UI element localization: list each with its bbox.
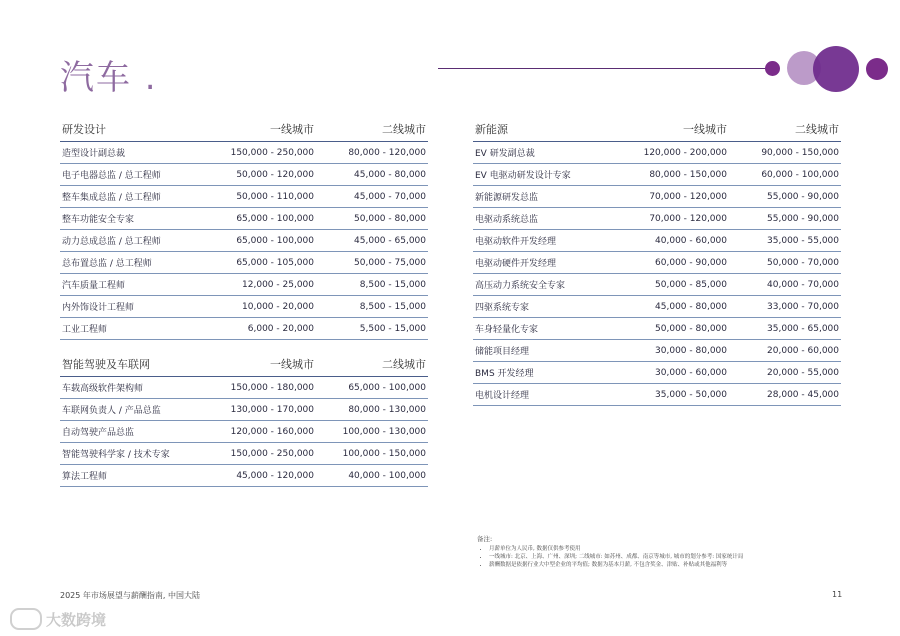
salary-tier2: 45,000 - 70,000	[354, 191, 426, 202]
job-title: 车载高级软件架构师	[62, 384, 144, 394]
job-title: EV 研发副总裁	[475, 149, 535, 159]
title-divider	[438, 68, 778, 69]
salary-tier2: 55,000 - 90,000	[767, 213, 839, 224]
salary-tier2: 40,000 - 100,000	[348, 470, 426, 481]
salary-tier1: 65,000 - 100,000	[236, 235, 314, 246]
job-title: 整车集成总监 / 总工程师	[62, 193, 161, 203]
table-row	[60, 443, 428, 465]
salary-tier2: 80,000 - 130,000	[348, 404, 426, 415]
job-title: 汽车质量工程师	[62, 281, 126, 291]
job-title: 车身轻量化专家	[475, 325, 539, 335]
salary-tier1: 12,000 - 25,000	[242, 279, 314, 290]
salary-tier1: 45,000 - 80,000	[655, 301, 727, 312]
header-tier1: 一线城市	[270, 358, 314, 371]
job-title: 新能源研发总监	[475, 193, 539, 203]
salary-tier1: 6,000 - 20,000	[247, 323, 314, 334]
table-header	[473, 117, 841, 142]
salary-tier1: 65,000 - 105,000	[236, 257, 314, 268]
salary-tier1: 70,000 - 120,000	[649, 213, 727, 224]
table-rd-design	[60, 117, 428, 340]
salary-tier1: 150,000 - 250,000	[230, 448, 314, 459]
salary-tier2: 40,000 - 70,000	[767, 279, 839, 290]
notes-list	[477, 546, 847, 569]
salary-tier1: 120,000 - 200,000	[643, 147, 727, 158]
salary-tier2: 100,000 - 130,000	[342, 426, 426, 437]
salary-tier2: 55,000 - 90,000	[767, 191, 839, 202]
salary-tier1: 150,000 - 250,000	[230, 147, 314, 158]
note-item: • 一线城市: 北京、上海、广州、深圳; 二线城市: 如苏州、成都、南京等城市, 城市的划分参考: 国家统计局	[489, 554, 847, 561]
table-row	[60, 296, 428, 318]
header-tier2: 二线城市	[382, 123, 426, 136]
job-title: 电驱动系统总监	[475, 215, 539, 225]
job-title: 智能驾驶科学家 / 技术专家	[62, 450, 170, 460]
table-header	[60, 117, 428, 142]
salary-tier1: 50,000 - 85,000	[655, 279, 727, 290]
table-row	[60, 377, 428, 399]
job-title: 电子电器总监 / 总工程师	[62, 171, 161, 181]
salary-tier2: 50,000 - 70,000	[767, 257, 839, 268]
salary-tier2: 45,000 - 65,000	[354, 235, 426, 246]
table-row	[473, 252, 841, 274]
job-title: 造型设计副总裁	[62, 149, 126, 159]
job-title: 储能项目经理	[475, 347, 530, 357]
salary-tier2: 20,000 - 55,000	[767, 367, 839, 378]
table-row	[473, 186, 841, 208]
salary-tier2: 90,000 - 150,000	[761, 147, 839, 158]
salary-tier1: 60,000 - 90,000	[655, 257, 727, 268]
salary-tier2: 28,000 - 45,000	[767, 389, 839, 400]
notes	[477, 534, 847, 570]
table-row	[60, 252, 428, 274]
salary-tier1: 65,000 - 100,000	[236, 213, 314, 224]
table-row	[60, 230, 428, 252]
table-row	[473, 142, 841, 164]
salary-tier2: 65,000 - 100,000	[348, 382, 426, 393]
salary-tier2: 35,000 - 55,000	[767, 235, 839, 246]
job-title: 电驱动硬件开发经理	[475, 259, 557, 269]
table-row	[60, 465, 428, 487]
salary-tier1: 80,000 - 150,000	[649, 169, 727, 180]
watermark-text: 大数跨境	[46, 610, 107, 629]
salary-tier2: 35,000 - 65,000	[767, 323, 839, 334]
salary-tier2: 45,000 - 80,000	[354, 169, 426, 180]
salary-tier1: 50,000 - 120,000	[236, 169, 314, 180]
job-title: 整车功能安全专家	[62, 215, 135, 225]
table-row	[60, 318, 428, 340]
header-tier1: 一线城市	[270, 123, 314, 136]
salary-tier1: 50,000 - 80,000	[655, 323, 727, 334]
table-smart-driving	[60, 352, 428, 487]
decor-circle-small	[765, 61, 780, 76]
table-new-energy	[473, 117, 841, 406]
job-title: 动力总成总监 / 总工程师	[62, 237, 161, 247]
salary-tier1: 35,000 - 50,000	[655, 389, 727, 400]
job-title: 高压动力系统安全专家	[475, 281, 566, 291]
header-category: 智能驾驶及车联网	[62, 358, 150, 371]
job-title: EV 电驱动研发设计专家	[475, 171, 571, 181]
header-tier2: 二线城市	[382, 358, 426, 371]
table-row	[60, 274, 428, 296]
table-row	[473, 296, 841, 318]
header-tier1: 一线城市	[683, 123, 727, 136]
table-row	[60, 399, 428, 421]
salary-tier1: 10,000 - 20,000	[242, 301, 314, 312]
watermark	[10, 608, 106, 630]
salary-tier2: 80,000 - 120,000	[348, 147, 426, 158]
table-row	[473, 384, 841, 406]
salary-tier2: 50,000 - 75,000	[354, 257, 426, 268]
salary-tier1: 45,000 - 120,000	[236, 470, 314, 481]
salary-tier1: 70,000 - 120,000	[649, 191, 727, 202]
table-row	[473, 230, 841, 252]
table-header	[60, 352, 428, 377]
page-number: 11	[832, 590, 843, 599]
table-row	[473, 340, 841, 362]
notes-title: 备注:	[477, 535, 493, 543]
salary-tier1: 50,000 - 110,000	[236, 191, 314, 202]
table-row	[473, 318, 841, 340]
salary-tier1: 130,000 - 170,000	[230, 404, 314, 415]
salary-tier2: 60,000 - 100,000	[761, 169, 839, 180]
salary-tier1: 150,000 - 180,000	[230, 382, 314, 393]
table-row	[60, 208, 428, 230]
footer-report-title: 2025 年市场展望与薪酬指南, 中国大陆	[60, 591, 200, 600]
table-row	[60, 186, 428, 208]
job-title: 工业工程师	[62, 325, 108, 335]
watermark-logo-icon	[10, 608, 42, 630]
table-row	[473, 362, 841, 384]
table-row	[60, 142, 428, 164]
salary-tier2: 50,000 - 80,000	[354, 213, 426, 224]
job-title: 车联网负责人 / 产品总监	[62, 406, 161, 416]
salary-tier2: 5,500 - 15,000	[359, 323, 426, 334]
header-category: 新能源	[475, 123, 508, 136]
table-row	[473, 208, 841, 230]
job-title: BMS 开发经理	[475, 369, 534, 379]
job-title: 内外饰设计工程师	[62, 303, 135, 313]
salary-tier1: 120,000 - 160,000	[230, 426, 314, 437]
job-title: 算法工程师	[62, 472, 108, 482]
header-tier2: 二线城市	[795, 123, 839, 136]
salary-tier2: 8,500 - 15,000	[359, 279, 426, 290]
decor-circle-right	[866, 58, 888, 80]
salary-tier2: 8,500 - 15,000	[359, 301, 426, 312]
note-item: • 薪酬数据是依据行业大中型企业的平均值; 数据为基本月薪, 不包含奖金、津贴、补贴或其他福利等	[489, 562, 847, 569]
job-title: 自动驾驶产品总监	[62, 428, 135, 438]
salary-tier2: 100,000 - 150,000	[342, 448, 426, 459]
table-row	[60, 421, 428, 443]
salary-tier2: 20,000 - 60,000	[767, 345, 839, 356]
decor-circle-large	[813, 46, 859, 92]
job-title: 四驱系统专家	[475, 303, 530, 313]
page-title: 汽车 .	[60, 58, 158, 98]
table-row	[473, 274, 841, 296]
salary-tier1: 30,000 - 60,000	[655, 367, 727, 378]
job-title: 电机设计经理	[475, 391, 530, 401]
salary-tier1: 30,000 - 80,000	[655, 345, 727, 356]
salary-tier1: 40,000 - 60,000	[655, 235, 727, 246]
note-item: • 月薪单位为人民币, 数据仅供参考使用	[489, 546, 847, 553]
header-category: 研发设计	[62, 123, 106, 136]
job-title: 总布置总监 / 总工程师	[62, 259, 152, 269]
job-title: 电驱动软件开发经理	[475, 237, 557, 247]
table-row	[60, 164, 428, 186]
salary-tier2: 33,000 - 70,000	[767, 301, 839, 312]
table-row	[473, 164, 841, 186]
